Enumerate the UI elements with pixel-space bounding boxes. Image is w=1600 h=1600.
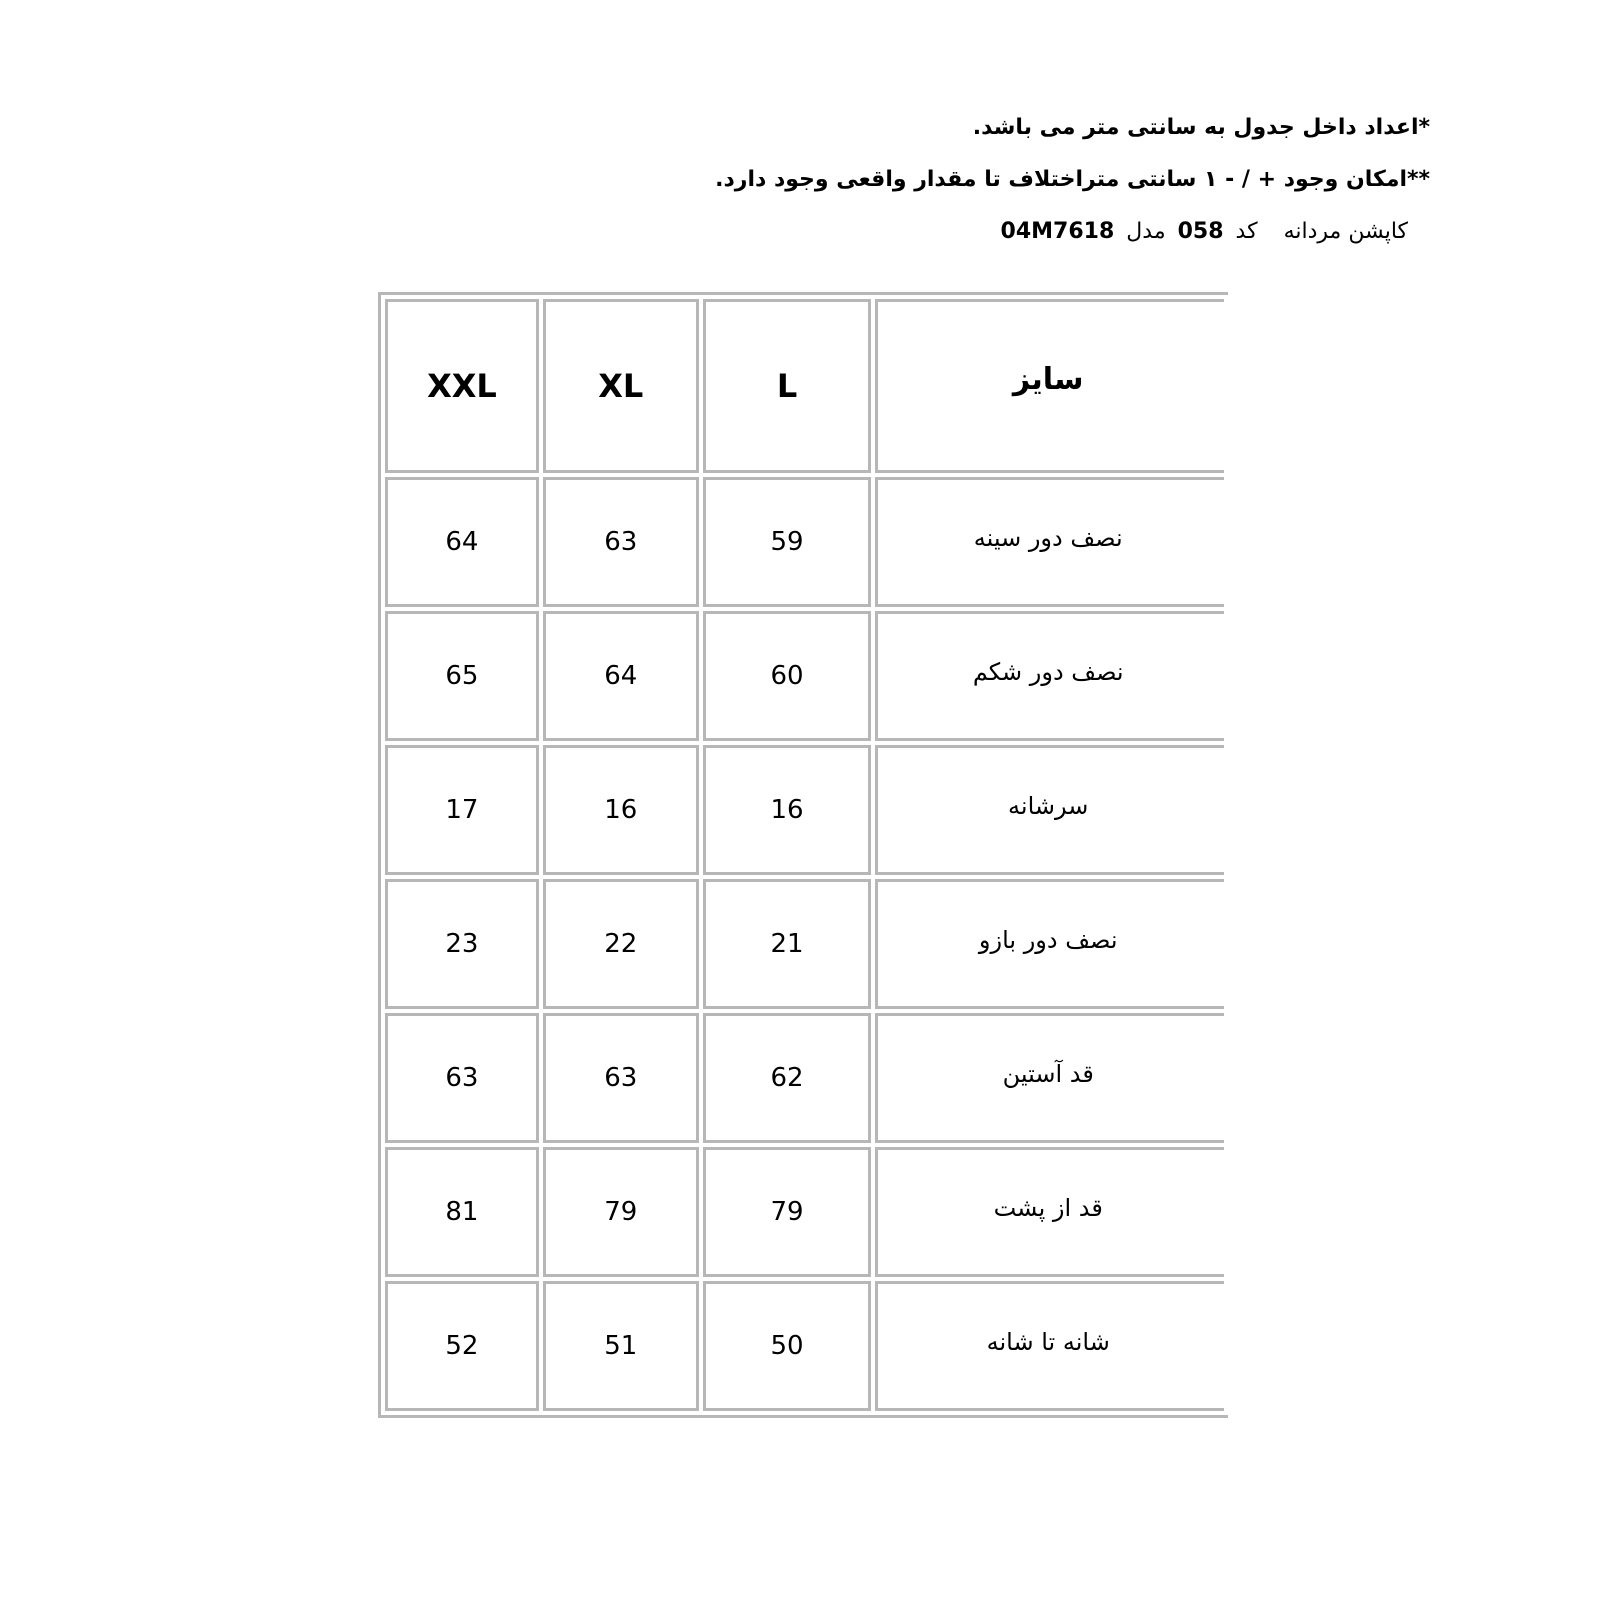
table-row	[385, 477, 1224, 607]
cell-xxl: 64	[385, 477, 539, 607]
table-row	[385, 1147, 1224, 1277]
table-row	[385, 879, 1224, 1009]
cell-xl: 51	[543, 1281, 699, 1411]
cell-xl: 79	[543, 1147, 699, 1277]
header-size-xxl: XXL	[385, 299, 539, 473]
table-header-row	[385, 299, 1224, 473]
table-row	[385, 611, 1224, 741]
cell-xxl: 52	[385, 1281, 539, 1411]
row-label: سرشانه	[875, 745, 1224, 875]
cell-xxl: 65	[385, 611, 539, 741]
cell-l: 79	[703, 1147, 872, 1277]
table-row	[385, 1281, 1224, 1411]
cell-xl: 63	[543, 1013, 699, 1143]
tolerance-note: **امکان وجود + / - ۱ سانتی متراختلاف تا مقدار واقعی وجود دارد.	[715, 167, 1430, 192]
product-model-label: مدل	[1126, 219, 1166, 244]
cell-l: 62	[703, 1013, 872, 1143]
table-row	[385, 745, 1224, 875]
cell-l: 50	[703, 1281, 872, 1411]
units-note: *اعداد داخل جدول به سانتی متر می باشد.	[972, 115, 1430, 140]
product-code-value: 058	[1177, 219, 1224, 244]
row-label: قد از پشت	[875, 1147, 1224, 1277]
cell-xl: 16	[543, 745, 699, 875]
header-size-label: سایز	[875, 299, 1224, 473]
row-label: قد آستین	[875, 1013, 1224, 1143]
cell-l: 21	[703, 879, 872, 1009]
header-size-xl: XL	[543, 299, 699, 473]
cell-xxl: 23	[385, 879, 539, 1009]
cell-l: 60	[703, 611, 872, 741]
cell-xxl: 63	[385, 1013, 539, 1143]
row-label: نصف دور شکم	[875, 611, 1224, 741]
product-code-label: کد	[1235, 219, 1258, 244]
cell-xl: 63	[543, 477, 699, 607]
table-row	[385, 1013, 1224, 1143]
header-size-l: L	[703, 299, 872, 473]
product-info	[530, 216, 1430, 268]
cell-l: 16	[703, 745, 872, 875]
row-label: شانه تا شانه	[875, 1281, 1224, 1411]
row-label: نصف دور سینه	[875, 477, 1224, 607]
notes-block	[530, 112, 1430, 268]
cell-xl: 64	[543, 611, 699, 741]
cell-l: 59	[703, 477, 872, 607]
cell-xl: 22	[543, 879, 699, 1009]
row-label: نصف دور بازو	[875, 879, 1224, 1009]
product-model-value: 04M7618	[1000, 219, 1115, 244]
cell-xxl: 17	[385, 745, 539, 875]
product-name: کاپشن مردانه	[1283, 219, 1408, 244]
size-chart-table	[378, 292, 1228, 1418]
cell-xxl: 81	[385, 1147, 539, 1277]
